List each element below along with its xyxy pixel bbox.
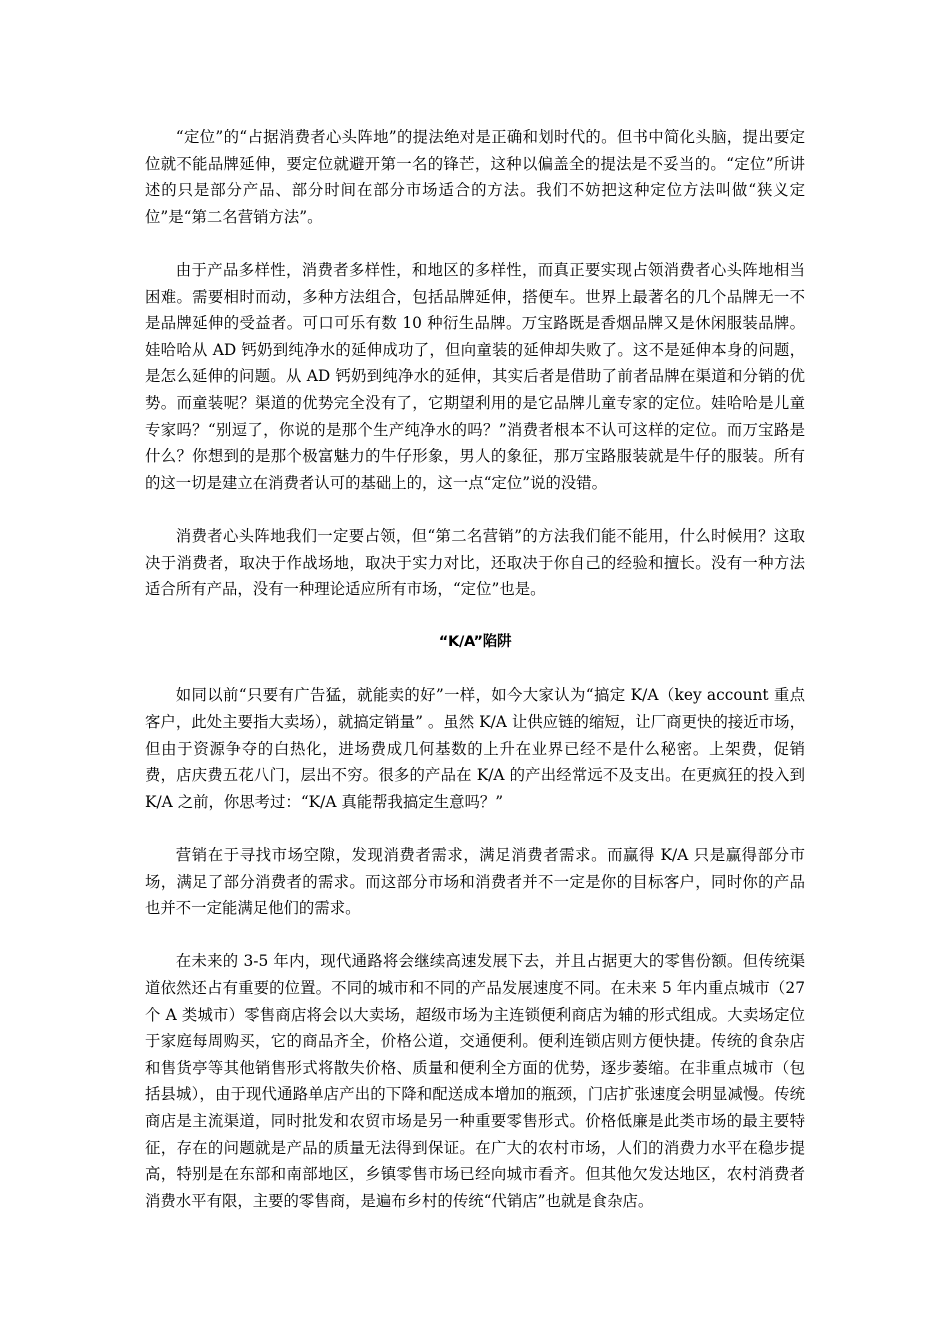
paragraph-consumer-mindshare: 消费者心头阵地我们一定要占领，但“第二名营销”的方法我们能不能用，什么时候用？这取决于消费者，取决于作战场地，取决于实力对比，还取决于你自己的经验和擅长。没有一种方法适合所有产品，没有一种理论适应所有市场，“定位”也是。 — [145, 526, 805, 599]
paragraph-brand-extension: 由于产品多样性，消费者多样性，和地区的多样性，而真正要实现占领消费者心头阵地相当困难。需要相时而动，多种方法组合，包括品牌延伸，搭便车。世界上最著名的几个品牌无一不是品牌延伸的受益者。可口可乐有数 10 种衍生品牌。万宝路既是香烟品牌又是休闲服装品牌。娃哈哈从 AD 钙奶到纯净水的延伸成功了，但向童装的延伸却失败了。这不是延伸本身的问题，是怎么延伸的问题。从 AD 钙奶到纯净水的延伸，其实后者是借助了前者品牌在渠道和分销的优势。而童装呢？渠道的优势完全没有了，它期望利用的是它品牌儿童专家的定位。娃哈哈是儿童专家吗？“别逗了，你说的是那个生产纯净水的吗？”消费者根本不认可这样的定位。而万宝路是什么？你想到的是那个极富魅力的牛仔形象，男人的象征，那万宝路服装就是牛仔的服装。所有的这一切是建立在消费者认可的基础上的，这一点“定位”说的没错。 — [145, 260, 805, 492]
paragraph-channel-outlook: 在未来的 3-5 年内，现代通路将会继续高速发展下去，并且占据更大的零售份额。但传统渠道依然还占有重要的位置。不同的城市和不同的产品发展速度不同。在未来 5 年内重点城市（27 个 A 类城市）零售商店将会以大卖场，超级市场为主连锁便利商店为辅的形式组成。大卖场定位于家庭每周购买，它的商品齐全，价格公道，交通便利。便利连锁店则方便快捷。传统的食杂店和售货亭等其他销售形式将散失价格、质量和便利全方面的优势，逐步萎缩。在非重点城市（包括县城），由于现代通路单店产出的下降和配送成本增加的瓶颈，门店扩张速度会明显减慢。传统商店是主流渠道，同时批发和农贸市场是另一种重要零售形式。价格低廉是此类市场的最主要特征，存在的问题就是产品的质量无法得到保证。在广大的农村市场，人们的消费力水平在稳步提高，特别是在东部和南部地区，乡镇零售市场已经向城市看齐。但其他欠发达地区，农村消费者消费水平有限，主要的零售商，是遍布乡村的传统“代销店”也就是食杂店。 — [145, 952, 805, 1210]
paragraph-ka-cost: 如同以前“只要有广告猛，就能卖的好”一样，如今大家认为“搞定 K/A（key account 重点客户，此处主要指大卖场），就搞定销量” 。虽然 K/A 让供应链的缩短，让厂商更快的接近市场，但由于资源争夺的白热化，进场费成几何基数的上升在业界已经不是什么秘密。上架费，促销费，店庆费五花八门，层出不穷。很多的产品在 K/A 的产出经常远不及支出。在更疯狂的投入到 K/A 之前，你思考过：“K/A 真能帮我搞定生意吗？” — [145, 686, 805, 811]
paragraph-marketing-needs: 营销在于寻找市场空隙，发现消费者需求，满足消费者需求。而赢得 K/A 只是赢得部分市场，满足了部分消费者的需求。而这部分市场和消费者并不一定是你的目标客户，同时你的产品也并不一定能满足他们的需求。 — [145, 846, 805, 918]
document-page — [145, 124, 805, 1241]
paragraph-positioning-intro: “定位”的“占据消费者心头阵地”的提法绝对是正确和划时代的。但书中简化头脑，提出要定位就不能品牌延伸，要定位就避开第一名的锋芒，这种以偏盖全的提法是不妥当的。“定位”所讲述的只是部分产品、部分时间在部分市场适合的方法。我们不妨把这种定位方法叫做“狭义定位”是“第二名营销方法”。 — [145, 128, 805, 226]
section-heading-ka-trap: “K/A”陷阱 — [438, 634, 512, 651]
